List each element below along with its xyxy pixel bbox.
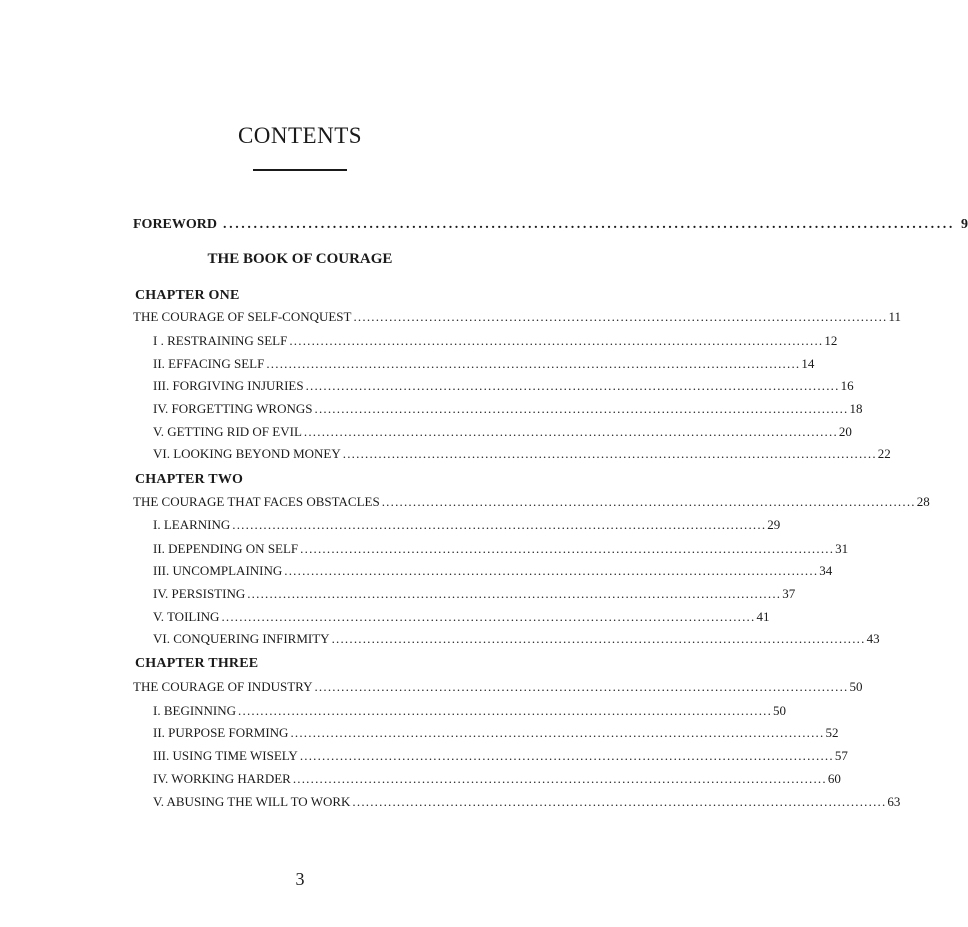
toc-entry[interactable] (153, 332, 838, 349)
dot-leader: ........................................................................................................................ (381, 494, 916, 509)
dot-leader: ........................................................................................................................ (352, 794, 887, 809)
page-number: 3 (295, 869, 305, 889)
toc-entry-page: 29 (767, 517, 781, 532)
dot-leader: ........................................................................................................................ (305, 378, 840, 393)
toc-entry[interactable] (153, 793, 901, 810)
dot-leader: ........................................................................................................................ (247, 586, 782, 601)
toc-entry[interactable] (153, 630, 880, 647)
dot-leader: ........................................................................................................................ (314, 679, 849, 694)
dot-leader: ........................................................................................................................ (303, 424, 838, 439)
dot-leader: ........................................................................................................................ (353, 309, 888, 324)
dot-leader: ........................................................................................................................ (223, 217, 955, 232)
dot-leader: ........................................................................................................................ (284, 563, 819, 578)
toc-entry-label: IV. FORGETTING WRONGS (153, 401, 313, 416)
toc-entry-page: 18 (849, 401, 863, 416)
toc-entry-page: 41 (756, 609, 770, 624)
toc-entry-label: THE COURAGE OF SELF-CONQUEST (133, 309, 352, 324)
toc-entry-label: I . RESTRAINING SELF (153, 333, 288, 348)
toc-entry-page: 63 (887, 794, 901, 809)
toc-entry-section[interactable] (133, 308, 902, 325)
toc-entry-page: 60 (827, 771, 841, 786)
toc-entry[interactable] (153, 747, 848, 764)
dot-leader: ........................................................................................................................ (232, 517, 767, 532)
toc-entry-page: 31 (835, 541, 849, 556)
toc-entry-page: 12 (824, 333, 838, 348)
dot-leader: ........................................................................................................................ (300, 541, 835, 556)
toc-entry-page: 14 (801, 356, 815, 371)
toc-entry-section[interactable] (133, 678, 863, 695)
title-rule (253, 169, 347, 171)
toc-entry-page: 11 (888, 309, 902, 324)
toc-entry-label: I. LEARNING (153, 517, 231, 532)
toc-entry-label: V. ABUSING THE WILL TO WORK (153, 794, 351, 809)
toc-entry[interactable] (153, 355, 815, 372)
toc-entry-page: 16 (840, 378, 854, 393)
toc-entry-page: 34 (819, 563, 833, 578)
chapter-heading: CHAPTER ONE (135, 288, 240, 303)
dot-leader: ........................................................................................................................ (314, 401, 849, 416)
toc-entry[interactable] (153, 724, 839, 741)
toc-entry-page: 50 (773, 703, 787, 718)
dot-leader: ........................................................................................................................ (292, 771, 827, 786)
toc-entry-label: V. TOILING (153, 609, 220, 624)
toc-entry[interactable] (153, 608, 770, 625)
toc-entry[interactable] (153, 377, 854, 394)
toc-entry-label: II. EFFACING SELF (153, 356, 265, 371)
toc-entry-label: IV. PERSISTING (153, 586, 246, 601)
toc-entry-label: III. FORGIVING INJURIES (153, 378, 304, 393)
dot-leader: ........................................................................................................................ (238, 703, 773, 718)
toc-entry-page: 22 (877, 446, 891, 461)
chapter-heading: CHAPTER TWO (135, 472, 244, 487)
chapter-heading: CHAPTER THREE (135, 656, 259, 671)
toc-entry[interactable] (153, 400, 863, 417)
toc-entry-label: II. DEPENDING ON SELF (153, 541, 299, 556)
dot-leader: ........................................................................................................................ (290, 725, 825, 740)
toc-entry-page: 52 (825, 725, 839, 740)
toc-entry-label: THE COURAGE OF INDUSTRY (133, 679, 313, 694)
toc-entry-page: 50 (849, 679, 863, 694)
toc-entry-page: 28 (916, 494, 930, 509)
toc-entry-label: THE COURAGE THAT FACES OBSTACLES (133, 494, 380, 509)
toc-entry-label: III. UNCOMPLAINING (153, 563, 283, 578)
toc-entry-page: 43 (866, 631, 880, 646)
toc-entry-label: I. BEGINNING (153, 703, 237, 718)
toc-entry[interactable] (153, 516, 781, 533)
toc-entry-page: 20 (838, 424, 852, 439)
toc-entry[interactable] (153, 540, 849, 557)
contents-title: CONTENTS (237, 123, 363, 148)
toc-entry-label: III. USING TIME WISELY (153, 748, 298, 763)
toc-entry-page: 37 (782, 586, 796, 601)
dot-leader: ........................................................................................................................ (266, 356, 801, 371)
toc-entry-section[interactable] (133, 493, 930, 510)
dot-leader: ........................................................................................................................ (342, 446, 877, 461)
dot-leader: ........................................................................................................................ (331, 631, 866, 646)
toc-entry-page: 9 (961, 217, 968, 232)
dot-leader: ........................................................................................................................ (221, 609, 756, 624)
toc-entry[interactable] (153, 562, 833, 579)
toc-entry-label: II. PURPOSE FORMING (153, 725, 289, 740)
toc-entry-foreword[interactable] (133, 216, 968, 233)
toc-entry-label: VI. LOOKING BEYOND MONEY (153, 446, 341, 461)
dot-leader: ........................................................................................................................ (299, 748, 834, 763)
toc-entry-label: VI. CONQUERING INFIRMITY (153, 631, 330, 646)
toc-entry[interactable] (153, 702, 787, 719)
toc-entry[interactable] (153, 445, 891, 462)
toc-entry-label: V. GETTING RID OF EVIL (153, 424, 302, 439)
toc-entry-page: 57 (834, 748, 848, 763)
toc-entry-label: FOREWORD (133, 217, 217, 232)
book-heading: THE BOOK OF COURAGE (207, 251, 393, 267)
toc-entry[interactable] (153, 423, 852, 440)
toc-entry-label: IV. WORKING HARDER (153, 771, 291, 786)
toc-entry[interactable] (153, 585, 796, 602)
toc-entry[interactable] (153, 770, 841, 787)
dot-leader: ........................................................................................................................ (289, 333, 824, 348)
